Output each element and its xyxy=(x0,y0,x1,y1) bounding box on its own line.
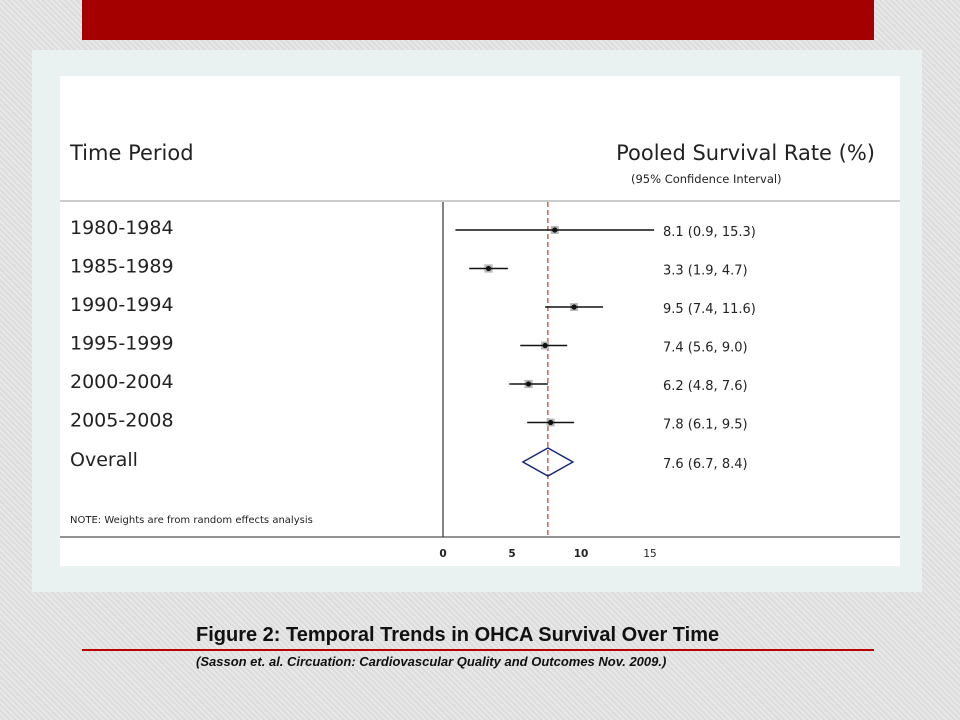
row-estimate-text: 8.1 (0.9, 15.3) xyxy=(663,225,756,240)
figure-caption-source: (Sasson et. al. Circuation: Cardiovascular Quality and Outcomes Nov. 2009.) xyxy=(196,654,667,669)
point-estimate xyxy=(552,227,557,232)
row-estimate-text: 6.2 (4.8, 7.6) xyxy=(663,379,748,394)
point-estimate xyxy=(572,304,577,309)
row-label: 2000-2004 xyxy=(70,371,174,393)
row-label: 2005-2008 xyxy=(70,409,174,432)
row-estimate-text: 7.4 (5.6, 9.0) xyxy=(663,340,748,356)
point-estimate xyxy=(526,381,531,386)
row-label: 1995-1999 xyxy=(70,332,174,355)
row-label: 1980-1984 xyxy=(70,217,174,239)
row-estimate-text: 7.8 (6.1, 9.5) xyxy=(663,417,748,433)
row-label: 1990-1994 xyxy=(70,294,174,316)
overall-estimate-text: 7.6 (6.7, 8.4) xyxy=(663,457,748,472)
x-tick-label: 5 xyxy=(508,548,516,560)
footnote: NOTE: Weights are from random effects analysis xyxy=(70,515,313,526)
point-estimate xyxy=(548,420,553,425)
row-estimate-text: 9.5 (7.4, 11.6) xyxy=(663,302,756,317)
overall-label: Overall xyxy=(70,449,138,471)
x-tick-label: 10 xyxy=(573,548,589,560)
x-tick-label: 15 xyxy=(643,548,657,560)
x-tick-label: 0 xyxy=(439,548,447,560)
row-estimate-text: 3.3 (1.9, 4.7) xyxy=(663,263,748,279)
right-column-header: Pooled Survival Rate (%) xyxy=(616,141,875,165)
left-column-header: Time Period xyxy=(70,141,194,165)
point-estimate xyxy=(486,266,491,271)
row-label: 1985-1989 xyxy=(70,255,174,278)
point-estimate xyxy=(543,343,548,348)
right-column-subheader: (95% Confidence Interval) xyxy=(631,172,782,186)
caption-divider xyxy=(82,649,874,651)
figure-caption-title: Figure 2: Temporal Trends in OHCA Survival Over Time xyxy=(196,624,720,646)
